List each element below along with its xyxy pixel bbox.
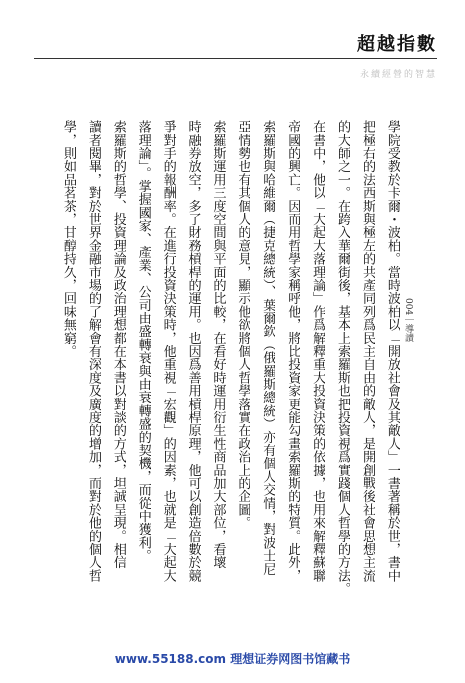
page-number: 004｜導讀: [403, 298, 413, 343]
text-column: 學院受教於卡爾・波柏。當時波柏以「開放社會及其敵人」一書著稱於世，書中: [384, 120, 400, 582]
page-title: 超越指數: [357, 34, 437, 55]
footer-watermark: www.55188.com 理想证券网图书馆藏书: [114, 652, 351, 666]
text-column: 索羅斯的哲學、投資理論及政治理想都在本書以對談的方式，坦誠呈現。相信: [110, 120, 126, 569]
text-column: 落理論」。掌握國家、產業、公司由盛轉衰與由衰轉盛的契機，而從中獲利。: [135, 120, 151, 563]
page-subheader: 永續經營的智慧: [359, 70, 437, 80]
text-column: 在書中，他以「大起大落理論」作爲解釋重大投資決策的依據，也用來解釋蘇聯: [310, 120, 326, 582]
text-column: 時融券放空，多了財務槓桿的運用。也因爲善用槓桿原理，他可以創造倍數於競: [185, 120, 201, 582]
text-column: 索羅斯與哈維爾（捷克總統）、葉爾欽（俄羅斯總統）亦有個人交情，對波士尼: [260, 120, 276, 576]
text-column: 學，則如品茗茶，甘醇持久，回味無窮。: [61, 120, 76, 358]
text-column: 亞情勢也有其個人的意見，顯示他欲將個人哲學落實在政治上的企圖。: [235, 120, 251, 530]
body-text: [60, 120, 400, 630]
text-column: 帝國的興亡。因而用哲學家稱呼他，將比投資家更能勾畫索羅斯的特質。此外，: [285, 120, 301, 582]
header-divider: [34, 58, 437, 59]
text-column: 的大師之一。在跨入華爾街後，基本上索羅斯也把投資視爲實踐個人哲學的方法。: [335, 120, 351, 596]
text-column: 爭對手的報酬率。在進行投資決策時，他重視「宏觀」的因素，也就是「大起大: [160, 120, 176, 582]
text-column: 把極右的法西斯與極左的共產同列爲民主自由的敵人，是開創戰後社會思想主流: [360, 120, 376, 582]
text-column: 索羅斯運用三度空間與平面的比較，在看好時運用衍生性商品加大部位，看壞: [210, 120, 226, 569]
text-column: 讀者閱畢，對於世界金融市場的了解會有深度及廣度的增加，而對於他的個人哲: [85, 120, 101, 582]
